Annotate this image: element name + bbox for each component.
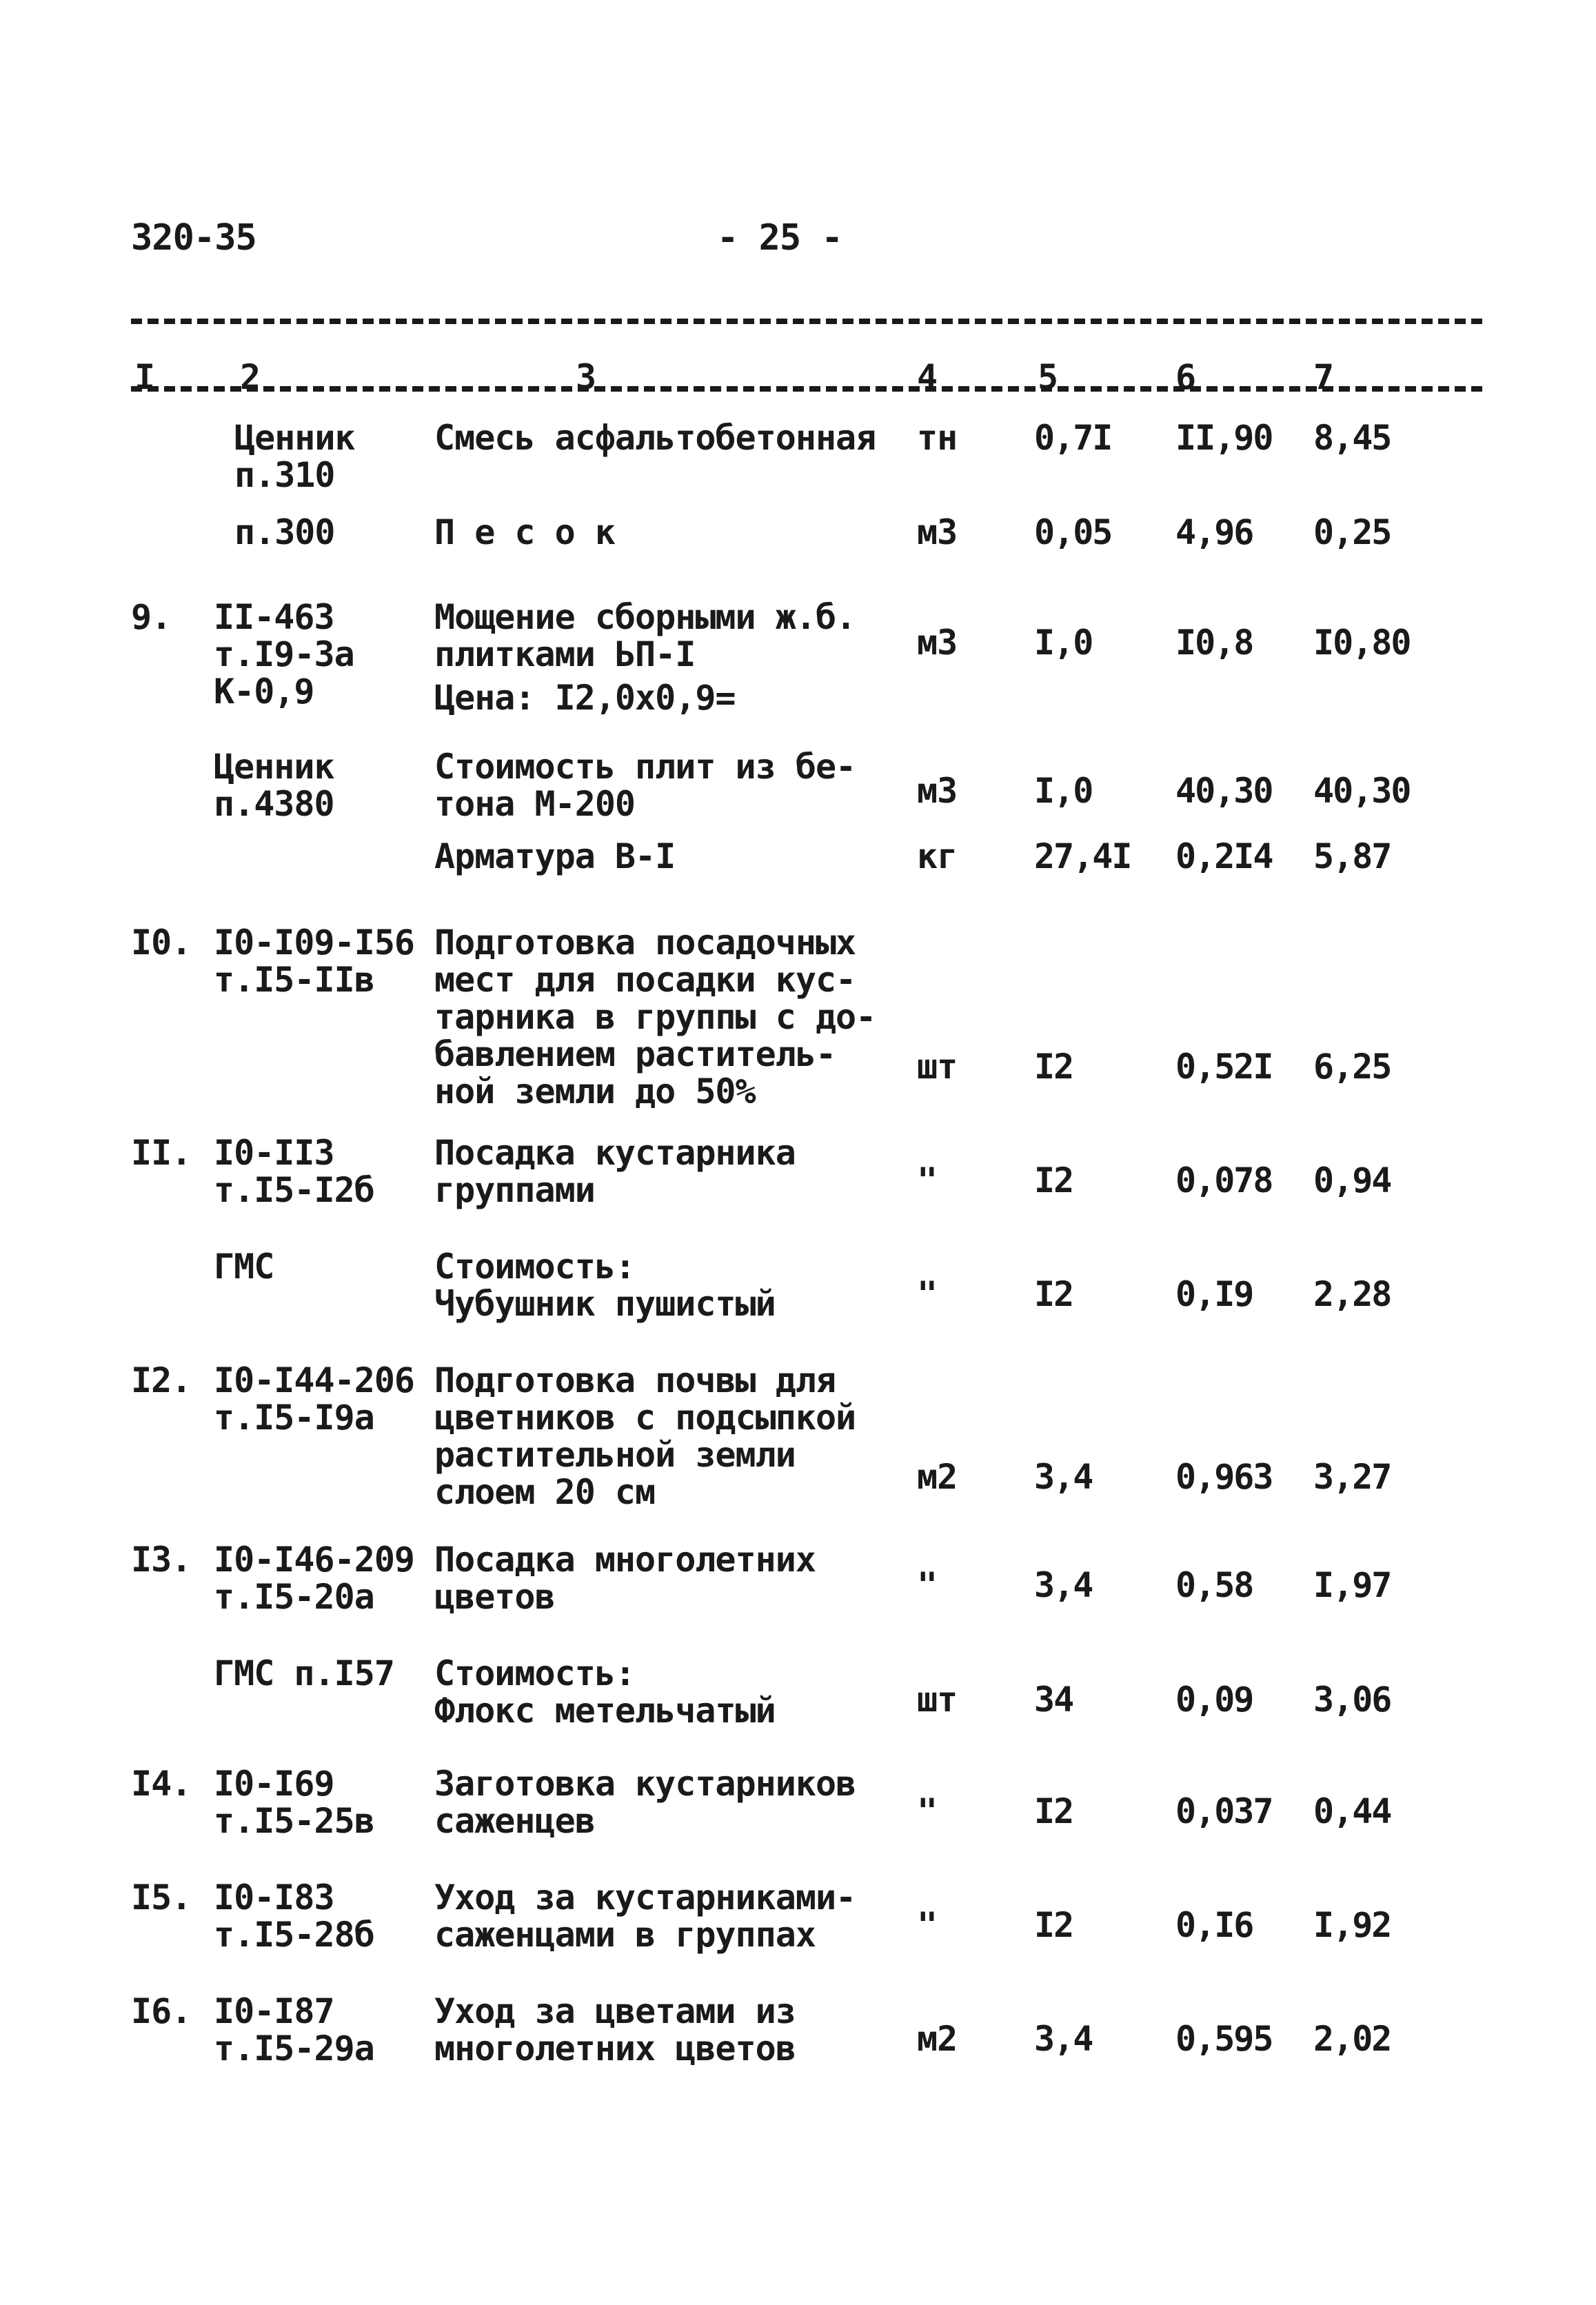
row-price: I0,8 xyxy=(1175,623,1253,663)
row-ref: I0-I69 т.I5-25в xyxy=(214,1764,374,1841)
row-price: 0,037 xyxy=(1175,1791,1273,1831)
row-total: 5,87 xyxy=(1313,836,1391,876)
row-quantity: I2 xyxy=(1034,1160,1073,1200)
row-price: 0,963 xyxy=(1175,1457,1273,1497)
row-quantity: I2 xyxy=(1034,1047,1073,1087)
row-price: 0,078 xyxy=(1175,1160,1273,1200)
row-ref: I0-I09-I56 т.I5-IIв xyxy=(214,923,415,1000)
col-header-1: I xyxy=(134,357,155,397)
row-unit: " xyxy=(917,1791,938,1831)
row-quantity: 34 xyxy=(1034,1680,1073,1720)
row-description: Мощение сборными ж.б. плитками ЬП-I xyxy=(434,597,856,674)
row-total: 40,30 xyxy=(1313,771,1411,811)
row-price-formula: Цена: I2,0х0,9= xyxy=(434,678,736,718)
row-total: 8,45 xyxy=(1313,418,1391,458)
row-price: 0,2I4 xyxy=(1175,836,1273,876)
row-quantity: 0,05 xyxy=(1034,512,1112,552)
row-unit: " xyxy=(917,1905,938,1945)
row-unit: м2 xyxy=(917,1457,958,1497)
row-quantity: 3,4 xyxy=(1034,1565,1093,1605)
row-quantity: 3,4 xyxy=(1034,2019,1093,2059)
row-total: 2,28 xyxy=(1313,1274,1391,1314)
header-dashed-rule xyxy=(131,386,1482,392)
row-quantity: I2 xyxy=(1034,1791,1073,1831)
row-description: Заготовка кустарников саженцев xyxy=(434,1764,856,1841)
row-price: 0,595 xyxy=(1175,2019,1273,2059)
row-description: Подготовка посадочных мест для посадки кус- тарника в группы с до- бавлением раститель- ной земли до 50% xyxy=(434,923,876,1111)
row-unit: " xyxy=(917,1274,938,1314)
col-header-3: 3 xyxy=(576,357,596,397)
top-dashed-rule xyxy=(131,319,1482,324)
row-unit: м3 xyxy=(917,623,958,663)
col-header-4: 4 xyxy=(917,357,938,397)
row-total: I,97 xyxy=(1313,1565,1391,1605)
row-ref: I0-I87 т.I5-29а xyxy=(214,1991,374,2069)
row-price: 0,I9 xyxy=(1175,1274,1253,1314)
row-description: Уход за цветами из многолетних цветов xyxy=(434,1991,796,2069)
page-number: - 25 - xyxy=(717,217,842,259)
row-quantity: 0,7I xyxy=(1034,418,1112,458)
col-header-7: 7 xyxy=(1313,357,1334,397)
row-quantity: I2 xyxy=(1034,1905,1073,1945)
row-price: 4,96 xyxy=(1175,512,1253,552)
row-description: Посадка кустарника группами xyxy=(434,1133,796,1210)
row-total: 0,25 xyxy=(1313,512,1391,552)
row-description: Стоимость: Флокс метельчатый xyxy=(434,1653,776,1731)
row-number: I0. xyxy=(131,923,192,963)
row-description: Стоимость: Чубушник пушистый xyxy=(434,1247,776,1324)
row-description: Смесь асфальтобетонная xyxy=(434,418,876,458)
row-number: I3. xyxy=(131,1540,192,1580)
row-unit: кг xyxy=(917,836,958,876)
row-total: 0,44 xyxy=(1313,1791,1391,1831)
row-price: 0,09 xyxy=(1175,1680,1253,1720)
row-description: Подготовка почвы для цветников с подсыпкой растительной земли слоем 20 см xyxy=(434,1360,856,1512)
row-description: Арматура В-I xyxy=(434,836,676,876)
row-unit: шт xyxy=(917,1680,958,1720)
row-unit: тн xyxy=(917,418,958,458)
col-header-2: 2 xyxy=(240,357,261,397)
row-description: П е с о к xyxy=(434,512,615,552)
row-quantity: 3,4 xyxy=(1034,1457,1093,1497)
row-ref: ГМС п.I57 xyxy=(214,1653,394,1693)
row-number: I6. xyxy=(131,1991,192,2031)
row-ref: Ценник п.4380 xyxy=(214,747,334,824)
row-ref: ГМС xyxy=(214,1247,274,1287)
row-total: I,92 xyxy=(1313,1905,1391,1945)
row-total: 3,27 xyxy=(1313,1457,1391,1497)
row-ref: I0-I46-209 т.I5-20а xyxy=(214,1540,415,1617)
row-ref: I0-I44-206 т.I5-I9а xyxy=(214,1360,415,1438)
row-total: I0,80 xyxy=(1313,623,1411,663)
row-price: 40,30 xyxy=(1175,771,1273,811)
row-ref: п.300 xyxy=(234,512,335,552)
row-total: 0,94 xyxy=(1313,1160,1391,1200)
document-code: 320-35 xyxy=(131,217,256,259)
row-number: I5. xyxy=(131,1878,192,1918)
row-price: 0,52I xyxy=(1175,1047,1273,1087)
row-total: 2,02 xyxy=(1313,2019,1391,2059)
row-description: Уход за кустарниками- саженцами в группах xyxy=(434,1878,856,1955)
row-ref: I0-I83 т.I5-28б xyxy=(214,1878,374,1955)
row-unit: м3 xyxy=(917,512,958,552)
row-number: 9. xyxy=(131,597,172,637)
row-description: Стоимость плит из бе- тона М-200 xyxy=(434,747,856,824)
row-ref: II-463 т.I9-3а К-0,9 xyxy=(214,597,354,712)
row-unit: м3 xyxy=(917,771,958,811)
row-quantity: I,0 xyxy=(1034,623,1093,663)
row-unit: м2 xyxy=(917,2019,958,2059)
row-quantity: I,0 xyxy=(1034,771,1093,811)
row-description: Посадка многолетних цветов xyxy=(434,1540,816,1617)
row-number: I2. xyxy=(131,1360,192,1400)
row-ref: Ценник п.310 xyxy=(234,418,355,495)
row-price: 0,I6 xyxy=(1175,1905,1253,1945)
row-unit: " xyxy=(917,1160,938,1200)
col-header-6: 6 xyxy=(1175,357,1196,397)
row-price: II,90 xyxy=(1175,418,1273,458)
row-ref: I0-II3 т.I5-I2б xyxy=(214,1133,374,1210)
col-header-5: 5 xyxy=(1038,357,1058,397)
row-price: 0,58 xyxy=(1175,1565,1253,1605)
row-total: 3,06 xyxy=(1313,1680,1391,1720)
row-number: I4. xyxy=(131,1764,192,1804)
row-quantity: 27,4I xyxy=(1034,836,1131,876)
row-quantity: I2 xyxy=(1034,1274,1073,1314)
row-unit: " xyxy=(917,1565,938,1605)
row-number: II. xyxy=(131,1133,192,1173)
row-unit: шт xyxy=(917,1047,958,1087)
row-total: 6,25 xyxy=(1313,1047,1391,1087)
